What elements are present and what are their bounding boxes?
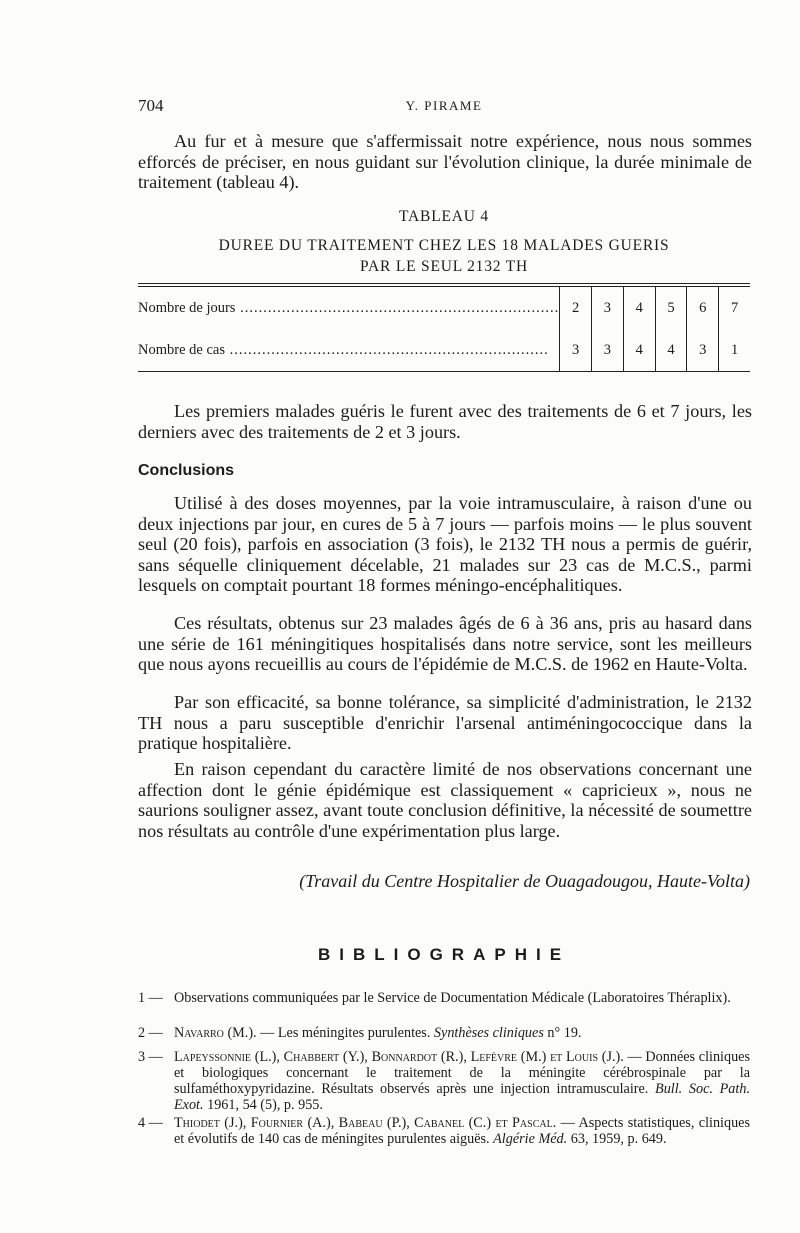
reference-entry: [138, 990, 750, 1006]
reference-authors: Thiodet (J.), Fournier (A.), Babeau (P.), Cabanel (C.) et Pascal.: [174, 1115, 557, 1131]
table-cell: 7: [719, 285, 750, 329]
affiliation-note: (Travail du Centre Hospitalier de Ouagadougou, Haute-Volta): [299, 871, 750, 891]
reference-text: Thiodet (J.), Fournier (A.), Babeau (P.), Cabanel (C.) et Pascal. — Aspects statistiques, cliniques et évolutifs de 140 cas de méningites purulentes aiguës. Algérie Méd. 63, 1959, p. 649.: [174, 1115, 750, 1147]
table-row: [138, 329, 750, 372]
reference-number: 4 —: [138, 1115, 163, 1131]
table-title-line2: PAR LE SEUL 2132 TH: [360, 258, 528, 275]
table-cell: 1: [719, 329, 750, 372]
data-table: [138, 283, 750, 372]
reference-text: Lapeyssonnie (L.), Chabbert (Y.), Bonnardot (R.), Lefèvre (M.) et Louis (J.). — Données cliniques et biologiques concernant le traitement de la méningite cérébrospinale par la sulfaméthoxypyridazine. Résultats observés après une injection intramusculaire. Bull. Soc. Path. Exot. 1961, 54 (5), p. 955.: [174, 1049, 750, 1113]
reference-entry: [138, 1049, 750, 1113]
row-label: Nombre de jours .....: [138, 285, 560, 329]
table-cell: 3: [592, 285, 624, 329]
leader-dots: [235, 300, 559, 316]
reference-entry: [138, 1115, 750, 1147]
reference-number: 3 —: [138, 1049, 163, 1065]
reference-entry: [138, 1025, 750, 1041]
reference-authors: Navarro (M.).: [174, 1025, 257, 1041]
conclusion-paragraph: Utilisé à des doses moyennes, par la voie intramusculaire, à raison d'une ou deux injections par jour, en cures de 5 à 7 jours — parfois moins — le plus souvent seul (20 fois), parfois en association (3 fois), le 2132 TH nous a permis de guérir, sans séquelle cliniquement décelable, 21 malades sur 23 cas de M.C.S., parmi lesquels on comptait pourtant 18 formes méningo-encéphalitiques.: [138, 493, 752, 596]
table-caption: TABLEAU 4: [399, 208, 489, 225]
reference-journal: Algérie Méd.: [493, 1131, 568, 1147]
table-cell: 4: [655, 329, 687, 372]
conclusion-paragraph: Par son efficacité, sa bonne tolérance, sa simplicité d'administration, le 2132 TH nous a paru susceptible d'enrichir l'arsenal antiméningococcique dans la pratique hospitalière.: [138, 692, 752, 754]
table-cell: 4: [623, 285, 655, 329]
page-number: 704: [138, 96, 164, 115]
table-cell: 4: [623, 329, 655, 372]
table-cell: 6: [687, 285, 719, 329]
reference-number: 1 —: [138, 990, 163, 1006]
row-label: Nombre de cas .....: [138, 329, 560, 372]
reference-text: Navarro (M.). — Les méningites purulentes. Synthèses cliniques n° 19.: [174, 1025, 582, 1041]
page-header: [138, 96, 750, 118]
table-title-line1: DUREE DU TRAITEMENT CHEZ LES 18 MALADES GUERIS: [218, 237, 670, 254]
bibliography-title: BIBLIOGRAPHIE: [317, 945, 571, 964]
results-paragraph: Les premiers malades guéris le furent avec des traitements de 6 et 7 jours, les derniers avec des traitements de 2 et 3 jours.: [138, 401, 752, 442]
reference-journal: Synthèses cliniques: [433, 1025, 544, 1041]
reference-authors: Lapeyssonnie (L.), Chabbert (Y.), Bonnardot (R.), Lefèvre (M.) et Louis (J.).: [174, 1049, 624, 1065]
table-cell: 3: [592, 329, 624, 372]
reference-number: 2 —: [138, 1025, 163, 1041]
reference-journal: Bull. Soc. Path. Exot.: [174, 1081, 750, 1113]
table-cell: 3: [560, 329, 592, 372]
leader-dots: [225, 342, 549, 358]
conclusion-paragraph: En raison cependant du caractère limité de nos observations concernant une affection dont le génie épidémique est classiquement « capricieux », nous ne saurions souligner assez, avant toute conclusion définitive, la nécessité de soumettre nos résultats au contrôle d'une expérimentation plus large.: [138, 759, 752, 841]
intro-paragraph: Au fur et à mesure que s'affermissait notre expérience, nous nous sommes efforcés de préciser, en nous guidant sur l'évolution clinique, la durée minimale de traitement (tableau 4).: [138, 131, 752, 193]
conclusion-paragraph: Ces résultats, obtenus sur 23 malades âgés de 6 à 36 ans, pris au hasard dans une série de 161 méningitiques hospitalisés dans notre service, sont les meilleurs que nous ayons recueillis au cours de l'épidémie de M.C.S. de 1962 en Haute-Volta.: [138, 613, 752, 675]
table-cell: 5: [655, 285, 687, 329]
section-title: Conclusions: [138, 462, 235, 479]
reference-text: Observations communiquées par le Service de Documentation Médicale (Laboratoires Théraplix).: [174, 990, 731, 1006]
table-row: [138, 285, 750, 329]
running-head: Y. PIRAME: [405, 98, 483, 113]
table-cell: 2: [560, 285, 592, 329]
table-cell: 3: [687, 329, 719, 372]
